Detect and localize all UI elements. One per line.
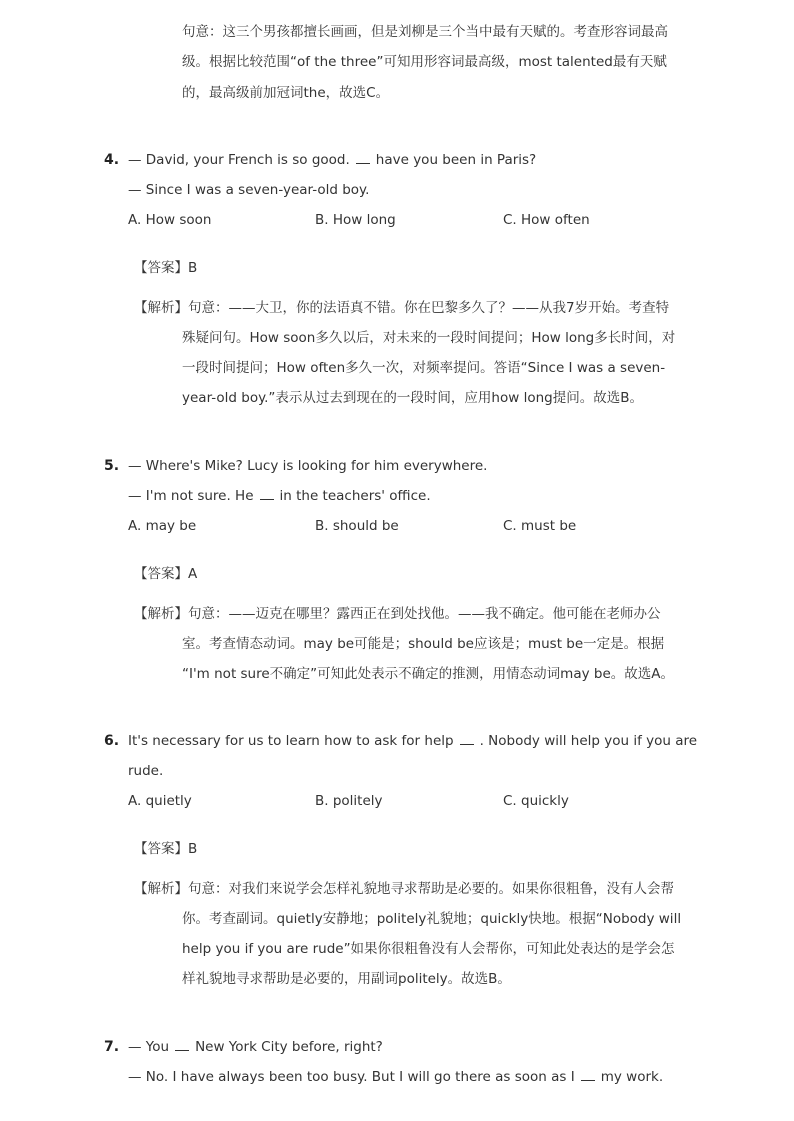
analysis-line: 一段时间提问；How often多久一次，对频率提问。答语“Since I was a seven- [182,360,666,376]
analysis-line: 句意：——大卫，你的法语真不错。你在巴黎多久了？——从我7岁开始。考查特 [188,300,670,316]
option-b: B. politely [315,793,383,809]
question-text: my work. [600,1069,664,1085]
question-number: 5. [104,458,120,474]
analysis-line: 句意：对我们来说学会怎样礼貌地寻求帮助是必要的。如果你很粗鲁，没有人会帮 [188,881,674,897]
analysis-label: 【解析】 [134,300,188,316]
question-line-2 [128,1067,663,1087]
question-line-2 [128,486,431,506]
intro-line-2: 级。根据比较范围“of the three”可知用形容词最高级，most talented最有天赋 [182,54,667,70]
analysis-label: 【解析】 [134,881,188,897]
answer-row [134,258,197,278]
question-text: New York City before, right? [195,1039,383,1055]
analysis-line: year-old boy.”表示从过去到现在的一段时间，应用how long提问。故选B。 [182,390,643,406]
answer-blank [175,1038,189,1051]
answer-blank [581,1068,595,1081]
analysis-label: 【解析】 [134,606,188,622]
question-number: 6. [104,733,120,749]
analysis-row-1 [134,298,669,318]
question-line-1 [128,150,536,170]
question-number: 4. [104,152,120,168]
analysis-line: 句意：——迈克在哪里？露西正在到处找他。——我不确定。他可能在老师办公 [188,606,661,622]
option-c: C. must be [503,518,577,534]
answer-label: 【答案】 [134,841,188,857]
question-text: It's necessary for us to learn how to ask for help [128,733,454,749]
answer-row [134,839,197,859]
question-text: — No. I have always been too busy. But I will go there as soon as I [128,1069,575,1085]
question-line-2: — Since I was a seven-year-old boy. [128,182,370,198]
answer-blank [460,732,474,745]
analysis-line: 殊疑问句。How soon多久以后，对未来的一段时间提问；How long多长时间，对 [182,330,676,346]
analysis-row-1 [134,879,674,899]
option-a: A. quietly [128,793,192,809]
option-a: A. How soon [128,212,212,228]
option-c: C. How often [503,212,590,228]
question-text: in the teachers' office. [279,488,431,504]
answer-value: B [188,260,198,276]
answer-blank [260,487,274,500]
answer-label: 【答案】 [134,566,188,582]
answer-value: B [188,841,198,857]
question-line-1: — Where's Mike? Lucy is looking for him everywhere. [128,458,488,474]
question-line-2: rude. [128,763,164,779]
question-line-1 [128,731,697,751]
analysis-line: “I'm not sure不确定”可知此处表示不确定的推测，用情态动词may be。故选A。 [182,666,674,682]
answer-label: 【答案】 [134,260,188,276]
question-text: — David, your French is so good. [128,152,350,168]
question-text: have you been in Paris? [375,152,537,168]
answer-row [134,564,197,584]
option-b: B. How long [315,212,396,228]
option-a: A. may be [128,518,197,534]
intro-line-3: 的，最高级前加冠词the，故选C。 [182,85,390,101]
answer-value: A [188,566,198,582]
analysis-line: 样礼貌地寻求帮助是必要的，用副词politely。故选B。 [182,971,511,987]
question-text: . Nobody will help you if you are [479,733,698,749]
question-text: — You [128,1039,170,1055]
analysis-row-1 [134,604,661,624]
answer-blank [356,151,370,164]
option-c: C. quickly [503,793,569,809]
option-b: B. should be [315,518,399,534]
intro-line-1: 句意：这三个男孩都擅长画画，但是刘柳是三个当中最有天赋的。考查形容词最高 [182,24,668,40]
analysis-line: 室。考查情态动词。may be可能是；should be应该是；must be一定是。根据 [182,636,665,652]
analysis-line: 你。考查副词。quietly安静地；politely礼貌地；quickly快地。根据“Nobody will [182,911,682,927]
analysis-line: help you if you are rude”如果你很粗鲁没有人会帮你，可知此处表达的是学会怎 [182,941,675,957]
question-line-1 [128,1037,383,1057]
question-text: — I'm not sure. He [128,488,254,504]
question-number: 7. [104,1039,120,1055]
